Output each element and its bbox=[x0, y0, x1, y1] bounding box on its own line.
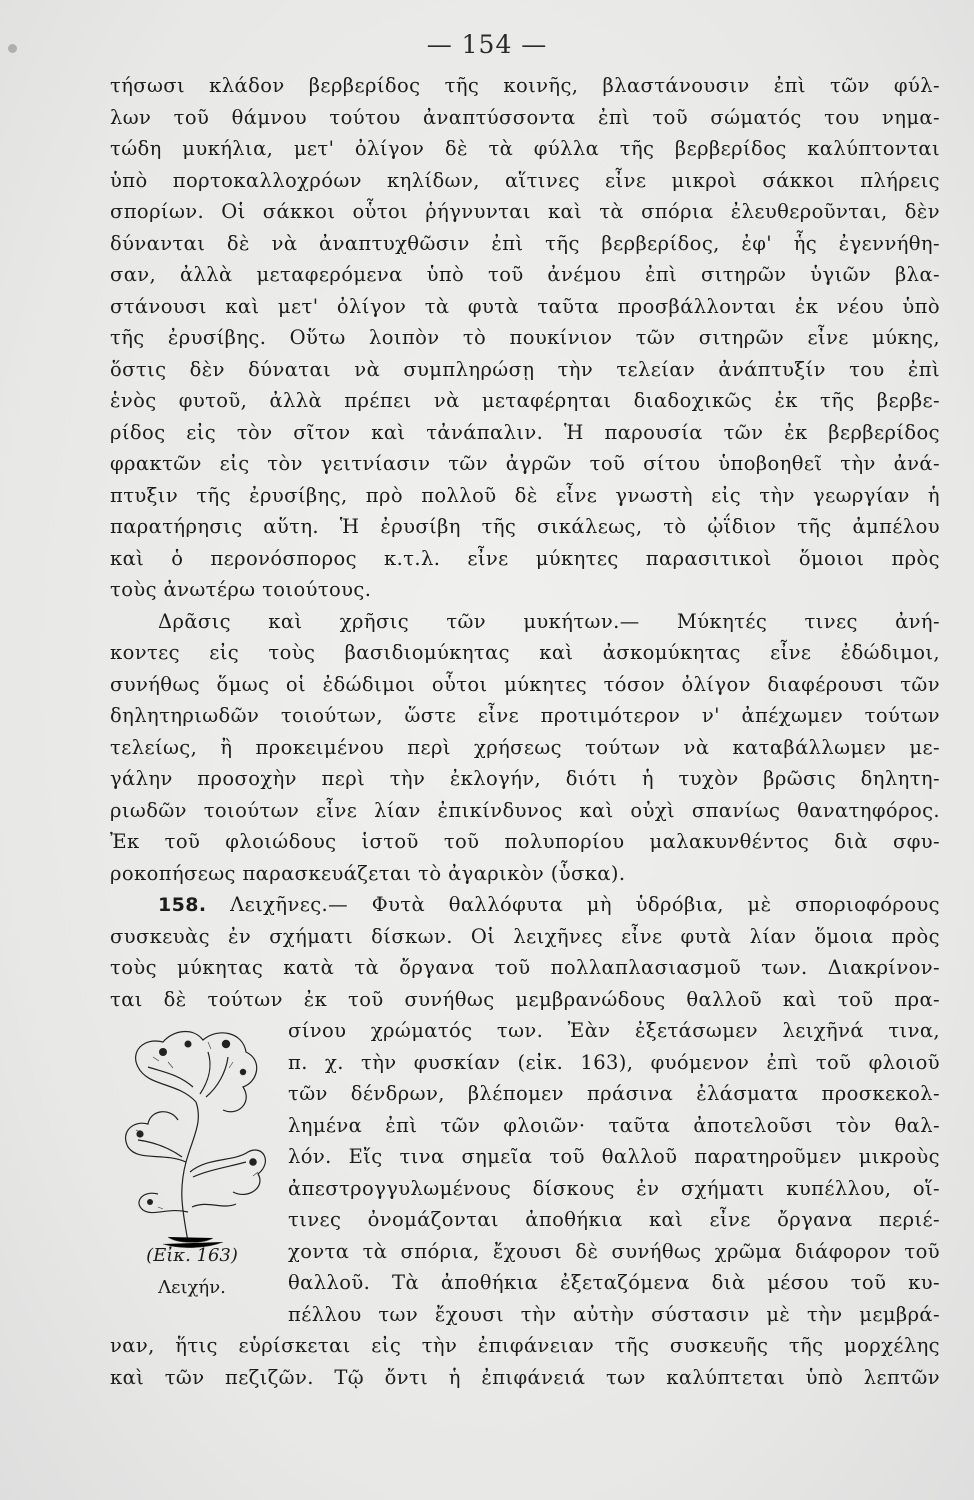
text-line: ναν, ἥτις εὑρίσκεται εἰς τὴν ἐπιφάνειαν τῆς συσκευῆς τῆς μορχέλης bbox=[110, 1334, 940, 1357]
text-line: τελείως, ἢ προκειμένου περὶ χρήσεως τούτων νὰ καταβάλλωμεν με- bbox=[110, 735, 940, 759]
text-line: Ἐκ τοῦ φλοιώδους ἱστοῦ τοῦ πολυπορίου μαλακυνθέντος διὰ σφυ- bbox=[110, 830, 940, 853]
section-title-text: Λειχῆνες.— Φυτὰ θαλλόφυτα μὴ ὑδρόβια, μὲ σποριοφόρους bbox=[230, 893, 940, 916]
text-line: κοντες εἰς τοὺς βασιδιομύκητας καὶ ἀσκομύκητας εἶνε ἐδώδιμοι, bbox=[110, 641, 940, 664]
text-line: π. χ. τὴν φυσκίαν (εἰκ. 163), φυόμενον ἐπὶ τοῦ φλοιοῦ bbox=[288, 1050, 940, 1074]
text-line: ριωδῶν τοιούτων εἶνε λίαν ἐπικίνδυνος καὶ οὐχὶ σπανίως θανατηφόρος. bbox=[110, 798, 940, 822]
text-line: ἀπεστρογγυλωμένους δίσκους ἐν σχήματι κυπέλλου, οἵ- bbox=[288, 1176, 940, 1200]
text-line: τοὺς μύκητας κατὰ τὰ ὄργανα τοῦ πολλαπλασιασμοῦ των. Διακρίνον- bbox=[110, 956, 940, 979]
text-line: ὅστις δὲν δύναται νὰ συμπληρώσῃ τὴν τελείαν ἀνάπτυξίν του ἐπὶ bbox=[110, 357, 940, 381]
text-line: τῆς ἐρυσίβης. Οὕτω λοιπὸν τὸ πουκίνιον τῶν σιτηρῶν εἶνε μύκης, bbox=[110, 326, 940, 349]
text-line: τήσωσι κλάδον βερβερίδος τῆς κοινῆς, βλαστάνουσιν ἐπὶ τῶν φύλ- bbox=[110, 74, 940, 97]
text-line: θαλλοῦ. Τὰ ἀποθήκια ἐξεταζόμενα διὰ μέσου τοῦ κυ- bbox=[288, 1271, 940, 1294]
text-line: ἑνὸς φυτοῦ, ἀλλὰ πρέπει νὰ μεταφέρηται διαδοχικῶς ἐκ τῆς βερβε- bbox=[110, 389, 940, 412]
text-line: ὑπὸ πορτοκαλλοχρόων κηλίδων, αἵτινες εἶνε μικροὶ σάκκοι πλήρεις bbox=[110, 168, 940, 192]
text-line: ρίδος εἰς τὸν σῖτον καὶ τἀνάπαλιν. Ἡ παρουσία τῶν ἐκ βερβερίδος bbox=[110, 420, 940, 444]
text-line: τώδη μυκήλια, μετ' ὀλίγον δὲ τὰ φύλλα τῆς βερβερίδος καλύπτονται bbox=[110, 137, 940, 160]
text-line: τινες ὀνομάζονται ἀποθήκια καὶ εἶνε ὄργανα περιέ- bbox=[288, 1208, 940, 1231]
subheading-line: Δρᾶσις καὶ χρῆσις τῶν μυκήτων.— Μύκητές τινες ἀνή- bbox=[158, 609, 940, 633]
figure-name: Λειχήν. bbox=[158, 1277, 226, 1298]
text-line: συσκευὰς ἐν σχήματι δίσκων. Οἱ λειχῆνες εἶνε φυτὰ λίαν ὅμοια πρὸς bbox=[110, 924, 940, 948]
text-line: σπορίων. Οἱ σάκκοι οὗτοι ῥήγνυνται καὶ τὰ σπόρια ἐλευθεροῦνται, δὲν bbox=[110, 200, 940, 223]
text-line: πτυξιν τῆς ἐρυσίβης, πρὸ πολλοῦ δὲ εἶνε γνωστὴ εἰς τὴν γεωργίαν ἡ bbox=[110, 483, 940, 507]
text-line: λων τοῦ θάμνου τούτου ἀναπτύσσοντα ἐπὶ τοῦ σώματός του νημα- bbox=[110, 105, 940, 129]
text-line: συνήθως ὅμως οἱ ἐδώδιμοι οὗτοι μύκητες τόσον ὀλίγον διαφέρουσι τῶν bbox=[110, 672, 940, 696]
text-line: παρατήρησις αὕτη. Ἡ ἐρυσίβη τῆς σικάλεως, τὸ ᾠΐδιον τῆς ἀμπέλου bbox=[110, 515, 940, 538]
text-line: στάνουσι καὶ μετ' ὀλίγον τὰ φυτὰ ταῦτα προσβάλλονται ἐκ νέου ὑπὸ bbox=[110, 294, 940, 318]
figure-caption: (Εἰκ. 163) bbox=[146, 1245, 238, 1266]
text-line: πέλλου των ἔχουσι τὴν αὐτὴν σύστασιν μὲ τὴν μεμβρά- bbox=[288, 1302, 940, 1326]
text-line: σίνου χρώματός των. Ἐὰν ἐξετάσωμεν λειχῆνά τινα, bbox=[288, 1019, 940, 1042]
text-line: δύνανται δὲ νὰ ἀναπτυχθῶσιν ἐπὶ τῆς βερβερίδος, ἐφ' ἧς ἐγεννήθη- bbox=[110, 231, 940, 255]
text-line: φρακτῶν εἰς τὸν γειτνίασιν τῶν ἀγρῶν τοῦ σίτου ὑποβοηθεῖ τὴν ἀνά- bbox=[110, 452, 940, 475]
text-line: γάλην προσοχὴν περὶ τὴν ἐκλογήν, διότι ἡ τυχὸν βρῶσις δηλητη- bbox=[110, 767, 940, 790]
text-line: ροκοπήσεως παρασκευάζεται τὸ ἀγαρικὸν (ὗσκα). bbox=[110, 861, 626, 885]
text-line: λόν. Εἴς τινα σημεῖα τοῦ θαλλοῦ παρατηροῦμεν μικροὺς bbox=[288, 1145, 940, 1168]
text-line: καὶ τῶν πεζιζῶν. Τῷ ὄντι ἡ ἐπιφάνειά των καλύπτεται ὑπὸ λεπτῶν bbox=[110, 1365, 940, 1389]
section-number: 158. bbox=[158, 894, 207, 916]
text-line: τῶν δένδρων, βλέπομεν πράσινα ἐλάσματα προσκεκολ- bbox=[288, 1082, 940, 1105]
page-number: — 154 — bbox=[426, 30, 548, 59]
text-line: χοντα τὰ σπόρια, ἔχουσι δὲ συνήθως χρῶμα διάφορον τοῦ bbox=[288, 1239, 940, 1263]
text-line: τοὺς ἀνωτέρω τοιούτους. bbox=[110, 578, 372, 601]
lichen-illustration bbox=[108, 1012, 278, 1252]
text-line: δηλητηριωδῶν τοιούτων, ὥστε εἶνε προτιμότερον ν' ἀπέχωμεν τούτων bbox=[110, 704, 940, 727]
text-line: σαν, ἀλλὰ μεταφερόμενα ὑπὸ τοῦ ἀνέμου ἐπὶ σιτηρῶν ὑγιῶν βλα- bbox=[110, 263, 940, 286]
section-158-line bbox=[110, 889, 940, 921]
text-line: ται δὲ τούτων ἐκ τοῦ συνήθως μεμβρανώδους θαλλοῦ καὶ τοῦ πρα- bbox=[110, 987, 940, 1011]
text-line: λημένα ἐπὶ τῶν φλοιῶν· ταῦτα ἀποτελοῦσι τὸν θαλ- bbox=[288, 1113, 940, 1137]
text-line: καὶ ὁ περονόσπορος κ.τ.λ. εἶνε μύκητες παρασιτικοὶ ὅμοιοι πρὸς bbox=[110, 546, 940, 570]
